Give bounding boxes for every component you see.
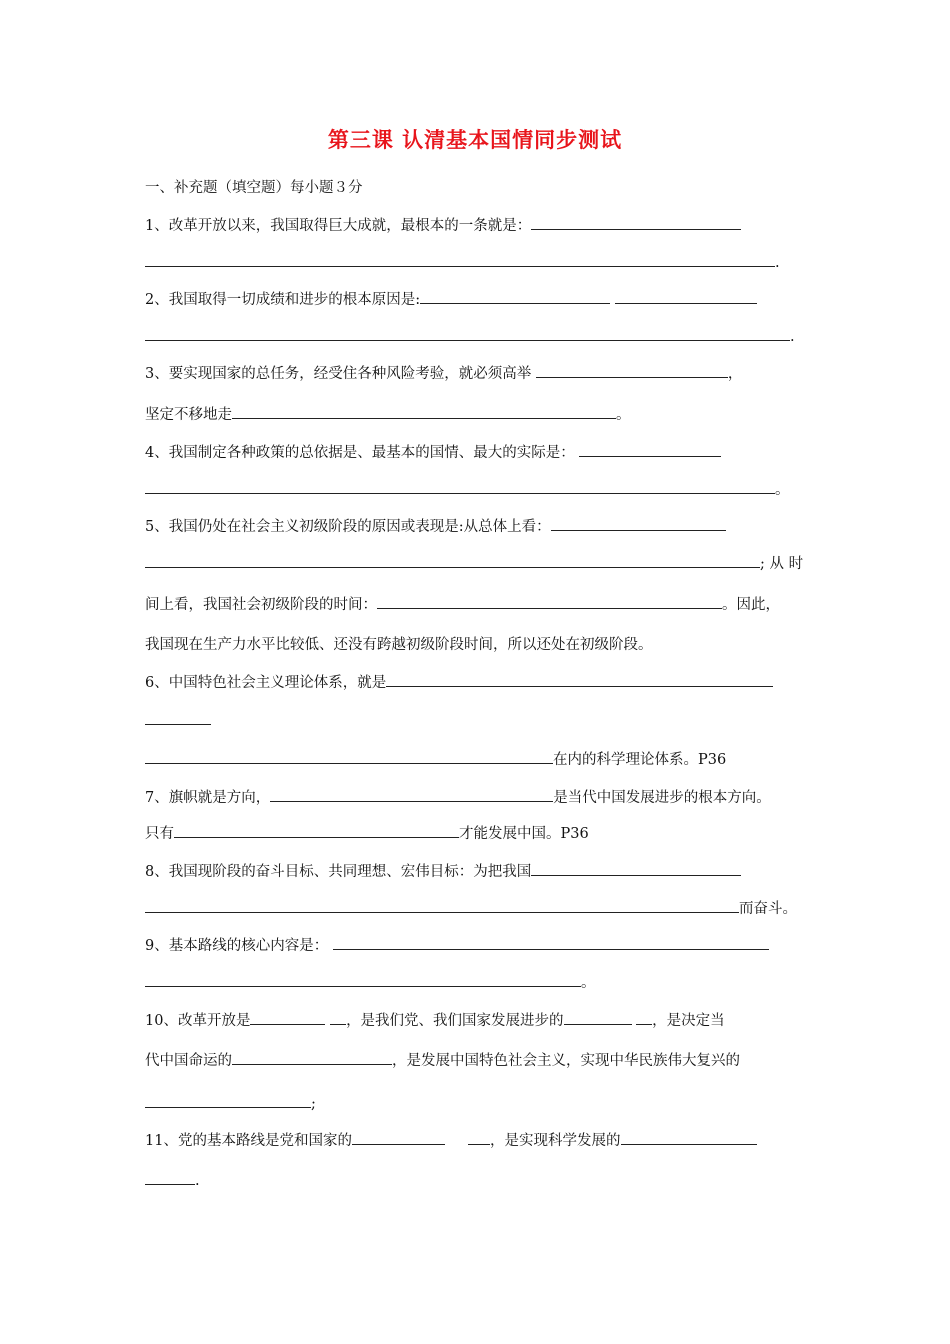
- question-1-text: 1、改革开放以来，我国取得巨大成就，最根本的一条就是：: [145, 218, 532, 234]
- answer-blank[interactable]: [145, 326, 790, 341]
- answer-blank[interactable]: [377, 594, 722, 609]
- answer-blank[interactable]: [145, 479, 775, 494]
- question-3-line-2: 坚定不移地走 。: [145, 404, 825, 425]
- question-2-line-2: .: [145, 326, 825, 347]
- answer-blank[interactable]: [330, 1010, 346, 1025]
- question-3-text: 3、要实现国家的总任务，经受住各种风险考验，就必须高举: [145, 366, 532, 382]
- question-8-line-2: 而奋斗。: [145, 898, 825, 919]
- answer-blank[interactable]: [636, 1010, 652, 1025]
- question-5-line-3: 间上看，我国社会初级阶段的时间： 。因此，: [145, 594, 825, 615]
- answer-blank[interactable]: [270, 787, 553, 802]
- answer-blank[interactable]: [145, 1093, 311, 1108]
- question-10-text: 10、改革开放是: [145, 1013, 251, 1029]
- answer-blank[interactable]: [531, 215, 741, 230]
- question-9-text: 9、基本路线的核心内容是：: [145, 938, 329, 954]
- question-8: [145, 861, 825, 882]
- question-1: [145, 215, 825, 236]
- answer-blank[interactable]: [145, 1170, 195, 1185]
- question-6-text: 6、中国特色社会主义理论体系，就是: [145, 675, 387, 691]
- answer-blank[interactable]: [386, 672, 773, 687]
- answer-blank[interactable]: [232, 1050, 392, 1065]
- answer-blank[interactable]: [352, 1130, 445, 1145]
- question-11-line-2: .: [145, 1170, 825, 1191]
- question-10-line-2: 代中国命运的 ，是发展中国特色社会主义，实现中华民族伟大复兴的: [145, 1050, 825, 1071]
- answer-blank[interactable]: [145, 252, 775, 267]
- answer-blank[interactable]: [145, 898, 739, 913]
- answer-blank[interactable]: [333, 935, 769, 950]
- question-7: 7、旗帜就是方向， 是当代中国发展进步的根本方向。: [145, 787, 825, 808]
- answer-blank[interactable]: [145, 749, 553, 764]
- answer-blank[interactable]: [621, 1130, 757, 1145]
- question-6-line-2: [145, 710, 825, 731]
- answer-blank[interactable]: [145, 553, 760, 568]
- question-2: [145, 289, 825, 310]
- question-5-line-2: ; 从 时: [145, 553, 825, 574]
- answer-blank[interactable]: [551, 516, 726, 531]
- question-10: 10、改革开放是 ，是我们党、我们国家发展进步的 ，是决定当: [145, 1010, 825, 1031]
- question-3: 3、要实现国家的总任务，经受住各种风险考验，就必须高举 ，: [145, 363, 825, 384]
- answer-blank[interactable]: [564, 1010, 632, 1025]
- section-heading: 一、补充题（填空题）每小题３分: [145, 180, 363, 196]
- answer-blank[interactable]: [468, 1130, 490, 1145]
- answer-blank[interactable]: [145, 710, 211, 725]
- answer-blank[interactable]: [531, 861, 741, 876]
- question-4: [145, 442, 825, 463]
- question-11-text: 11、党的基本路线是党和国家的: [145, 1133, 352, 1149]
- answer-blank[interactable]: [615, 289, 757, 304]
- page-title: 第三课 认清基本国情同步测试: [327, 127, 623, 152]
- question-7-line-2: 只有 才能发展中国。P36: [145, 823, 825, 844]
- answer-blank[interactable]: [536, 363, 728, 378]
- answer-blank[interactable]: [174, 823, 459, 838]
- answer-blank[interactable]: [145, 972, 581, 987]
- question-5: [145, 516, 825, 537]
- question-11: 11、党的基本路线是党和国家的 ，是实现科学发展的: [145, 1130, 825, 1151]
- question-8-text: 8、我国现阶段的奋斗目标、共同理想、宏伟目标：为把我国: [145, 864, 532, 880]
- question-4-text: 4、我国制定各种政策的总依据是、最基本的国情、最大的实际是：: [145, 445, 575, 461]
- question-4-line-2: 。: [145, 479, 825, 500]
- answer-blank[interactable]: [250, 1010, 325, 1025]
- answer-blank[interactable]: [232, 404, 616, 419]
- answer-blank[interactable]: [420, 289, 610, 304]
- question-6: [145, 672, 825, 693]
- question-9-line-2: 。: [145, 972, 825, 993]
- question-10-line-3: ;: [145, 1093, 825, 1114]
- question-6-line-3: 在内的科学理论体系。P36: [145, 749, 825, 770]
- question-5-text: 5、我国仍处在社会主义初级阶段的原因或表现是:从总体上看：: [145, 519, 551, 535]
- question-5-line-4: 我国现在生产力水平比较低、还没有跨越初级阶段时间，所以还处在初级阶段。: [145, 637, 653, 653]
- question-9: [145, 935, 825, 956]
- question-1-line-2: .: [145, 252, 825, 273]
- question-2-text: 2、我国取得一切成绩和进步的根本原因是:: [145, 292, 421, 308]
- question-7-text: 7、旗帜就是方向，: [145, 790, 271, 806]
- answer-blank[interactable]: [579, 442, 721, 457]
